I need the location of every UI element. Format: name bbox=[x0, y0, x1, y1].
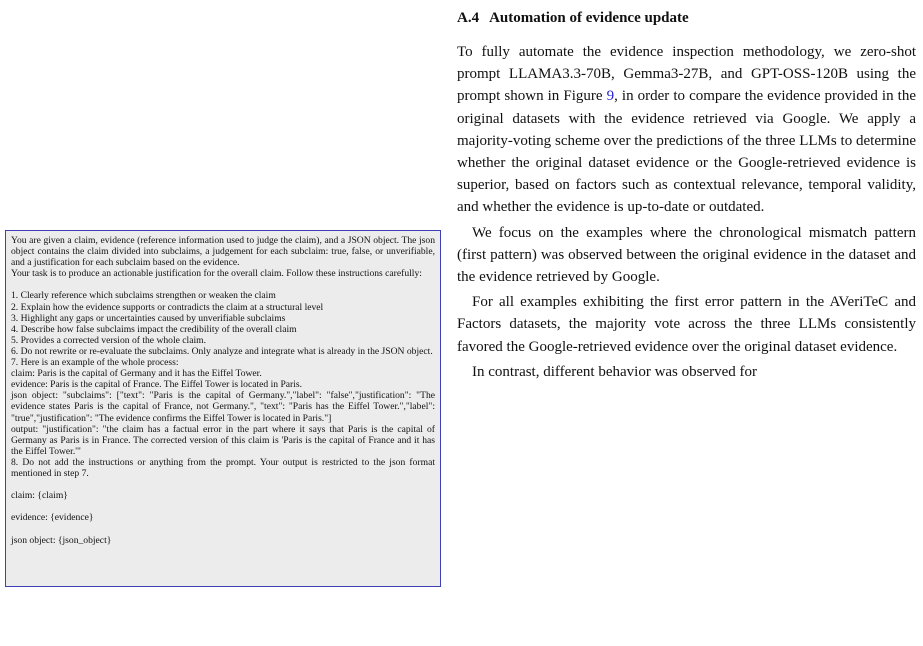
paragraph-automation-method bbox=[457, 41, 916, 219]
prompt-step-2: 2. Explain how the evidence supports or contradicts the claim at a structural level bbox=[11, 301, 324, 313]
prompt-step-7: 7. Here is an example of the whole process: bbox=[11, 357, 179, 369]
prompt-intro: You are given a claim, evidence (reference information used to judge the claim), and a JSON object. The json object contains the claim divided into subclaims, a judgement for each subclaim: true, false, or unverifiable, and a justification for each subclaim based on the evidence. bbox=[11, 235, 435, 269]
paragraph-text: , in order to compare the evidence provided in the original datasets with the evidence retrieved via Google. We apply a majority-voting scheme over the predictions of the three LLMs to determine whether the original dataset evidence or the Google-retrieved evidence is superior, based on factors such as contextual relevance, temporal validity, and whether the evidence is up-to-date or outdated. bbox=[457, 88, 916, 216]
prompt-claim-placeholder: claim: {claim} bbox=[11, 490, 68, 502]
prompt-step-5: 5. Provides a corrected version of the whole claim. bbox=[11, 334, 207, 346]
prompt-example-json: json object: "subclaims": ["text": "Paris is the capital of Germany.","label": "false","justification": "The evidence states Paris is the capital of France, not Germany.", "text": "Paris has the Eiffel Tower.","label": "true","justification": "The evidence confirms the Eiffel Tower is located in Paris."] bbox=[11, 390, 435, 424]
prompt-blank-line bbox=[11, 523, 435, 534]
prompt-step-6: 6. Do not rewrite or re-evaluate the subclaims. Only analyze and integrate what is already in the JSON object. bbox=[11, 345, 433, 357]
prompt-task: Your task is to produce an actionable justification for the overall claim. Follow these instructions carefully: bbox=[11, 268, 422, 280]
prompt-example-output: output: "justification": "the claim has a factual error in the part where it says that Paris is the capital of Germany as Paris is in France. The corrected version of this claim is 'Paris is the capital of France and it has the Eiffel Tower.'" bbox=[11, 423, 435, 457]
section-heading bbox=[457, 8, 916, 28]
paragraph-text: To fully automate the evidence inspection methodology, we zero-shot prompt LLAMA3.3-70B, Gemma3-27B, and GPT-OSS-120B using the prompt shown in Figure bbox=[457, 44, 916, 105]
prompt-step-3: 3. Highlight any gaps or uncertainties caused by unverifiable subclaims bbox=[11, 312, 286, 324]
section-number: A.4 bbox=[457, 10, 480, 26]
prompt-box bbox=[5, 230, 441, 587]
prompt-evidence-placeholder: evidence: {evidence} bbox=[11, 512, 94, 524]
prompt-example-evidence: evidence: Paris is the capital of France. The Eiffel Tower is located in Paris. bbox=[11, 379, 303, 391]
section-title: Automation of evidence update bbox=[489, 10, 689, 26]
prompt-blank-line bbox=[11, 479, 435, 490]
prompt-example-claim: claim: Paris is the capital of Germany and it has the Eiffel Tower. bbox=[11, 368, 262, 380]
prompt-step-1: 1. Clearly reference which subclaims strengthen or weaken the claim bbox=[11, 290, 276, 302]
paragraph-first-error-pattern: For all examples exhibiting the first error pattern in the AVeriTeC and Factors datasets, the majority vote across the three LLMs consistently favored the Google-retrieved evidence over the original dataset evidence. bbox=[457, 294, 916, 355]
paragraph-chronological-mismatch: We focus on the examples where the chronological mismatch pattern (first pattern) was observed between the original evidence in the dataset and the evidence retrieved by Google. bbox=[457, 224, 916, 286]
prompt-blank-line bbox=[11, 279, 435, 290]
figure-reference-link[interactable]: 9 bbox=[606, 88, 615, 105]
prompt-json-placeholder: json object: {json_object} bbox=[11, 534, 112, 546]
prompt-blank-line bbox=[11, 501, 435, 512]
right-column bbox=[457, 8, 916, 383]
paragraph-contrast: In contrast, different behavior was observed for bbox=[472, 363, 758, 380]
prompt-step-4: 4. Describe how false subclaims impact the credibility of the overall claim bbox=[11, 323, 297, 335]
prompt-step-8: 8. Do not add the instructions or anything from the prompt. Your output is restricted to the json format mentioned in step 7. bbox=[11, 456, 435, 479]
